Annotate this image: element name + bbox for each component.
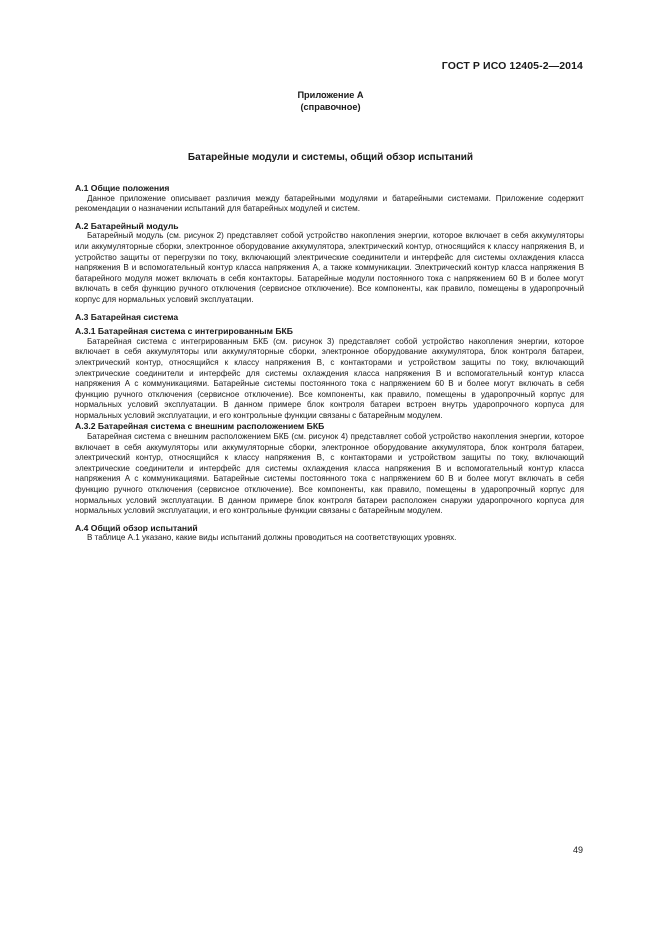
body-content: [75, 183, 584, 544]
main-title: Батарейные модули и системы, общий обзор испытаний: [187, 152, 474, 163]
page-number: 49: [572, 845, 583, 855]
section-a1-paragraph: Данное приложение описывает различия между батарейными модулями и батарейными системами. Приложение содержит рекомендации о назначении испытаний для батарейных модулей и систем.: [75, 193, 584, 214]
annex-title: Приложение А: [297, 90, 364, 100]
section-a2-paragraph: Батарейный модуль (см. рисунок 2) представляет собой устройство накопления энергии, которое включает в себя аккумуляторы или аккумуляторные сборки, электронное оборудование аккумулятора, электрический контур, относящийся к классу напряжения В, и устройство защиты от перегрузки по току, включающий электрические соединители и интерфейс для системы охлаждения класса напряжения В и вспомогательный контур класса напряжения А, а также коммуникации. Электрический контур класса напряжения В батарейного модуля может включать в себя контакторы. Батарейные модули постоянного тока с напряжением 60 В и более могут включать в себя функцию ручного отключения (сервисное отключение). Все компоненты, как правило, помещены в ударопрочный корпус для нормальных условий эксплуатации.: [75, 231, 584, 304]
section-a3-2-heading: А.3.2 Батарейная система с внешним расположением БКБ: [75, 421, 325, 432]
section-a3-1-paragraph: Батарейная система с интегрированным БКБ (см. рисунок 3) представляет собой устройство накопления энергии, которое включает в себя аккумуляторы или аккумуляторные сборки, электронное оборудование аккумулятора, блок контроля батареи, электрический контур, относящийся к классу напряжения В, с контакторами и устройством защиты по току, включающий электрические соединители и интерфейс для системы охлаждения класса напряжения В и вспомогательный контур класса напряжения А с коммуникациями. Батарейные системы постоянного тока с напряжением 60 В и более могут включать в себя функцию ручного отключения (сервисное отключение). Все компоненты, как правило, помещены в ударопрочный корпус для нормальных условий эксплуатации. В данном примере блок контроля батареи встроен внутрь ударопрочного корпуса для нормальных условий эксплуатации, и его контрольные функции связаны с батарейным модулем.: [75, 336, 584, 420]
section-a3-1-heading: А.3.1 Батарейная система с интегрированным БКБ: [75, 326, 293, 337]
annex-subtitle: (справочное): [300, 102, 361, 112]
section-a1-heading: А.1 Общие положения: [75, 183, 170, 193]
section-a3-heading: А.3 Батарейная система: [75, 311, 179, 322]
section-a2-heading: А.2 Батарейный модуль: [75, 220, 179, 231]
section-a4-paragraph: В таблице А.1 указано, какие виды испытаний должны проводиться на соответствующих уровнях.: [87, 533, 457, 543]
section-a4-heading: А.4 Общий обзор испытаний: [75, 522, 198, 533]
section-a3-2-paragraph: Батарейная система с внешним расположением БКБ (см. рисунок 4) представляет собой устройство накопления энергии, которое включает в себя аккумуляторы или аккумуляторные сборки, электронное оборудование аккумулятора, блок контроля батареи, электрический контур, относящийся к классу напряжения В, с контакторами и устройством защиты по току, включающий электрические соединители и интерфейс для системы охлаждения класса напряжения В и вспомогательный контур класса напряжения А с коммуникациями. Батарейные системы постоянного тока с напряжением 60 В и более могут включать в себя функцию ручного отключения (сервисное отключение). Все компоненты, как правило, помещены в ударопрочный корпус для нормальных условий эксплуатации. В данном примере блок контроля батареи расположен снаружи ударопрочного корпуса для нормальных условий эксплуатации, и его контрольные функции связаны с батарейным модулем.: [75, 432, 584, 516]
standard-designation: ГОСТ Р ИСО 12405-2—2014: [441, 60, 583, 72]
